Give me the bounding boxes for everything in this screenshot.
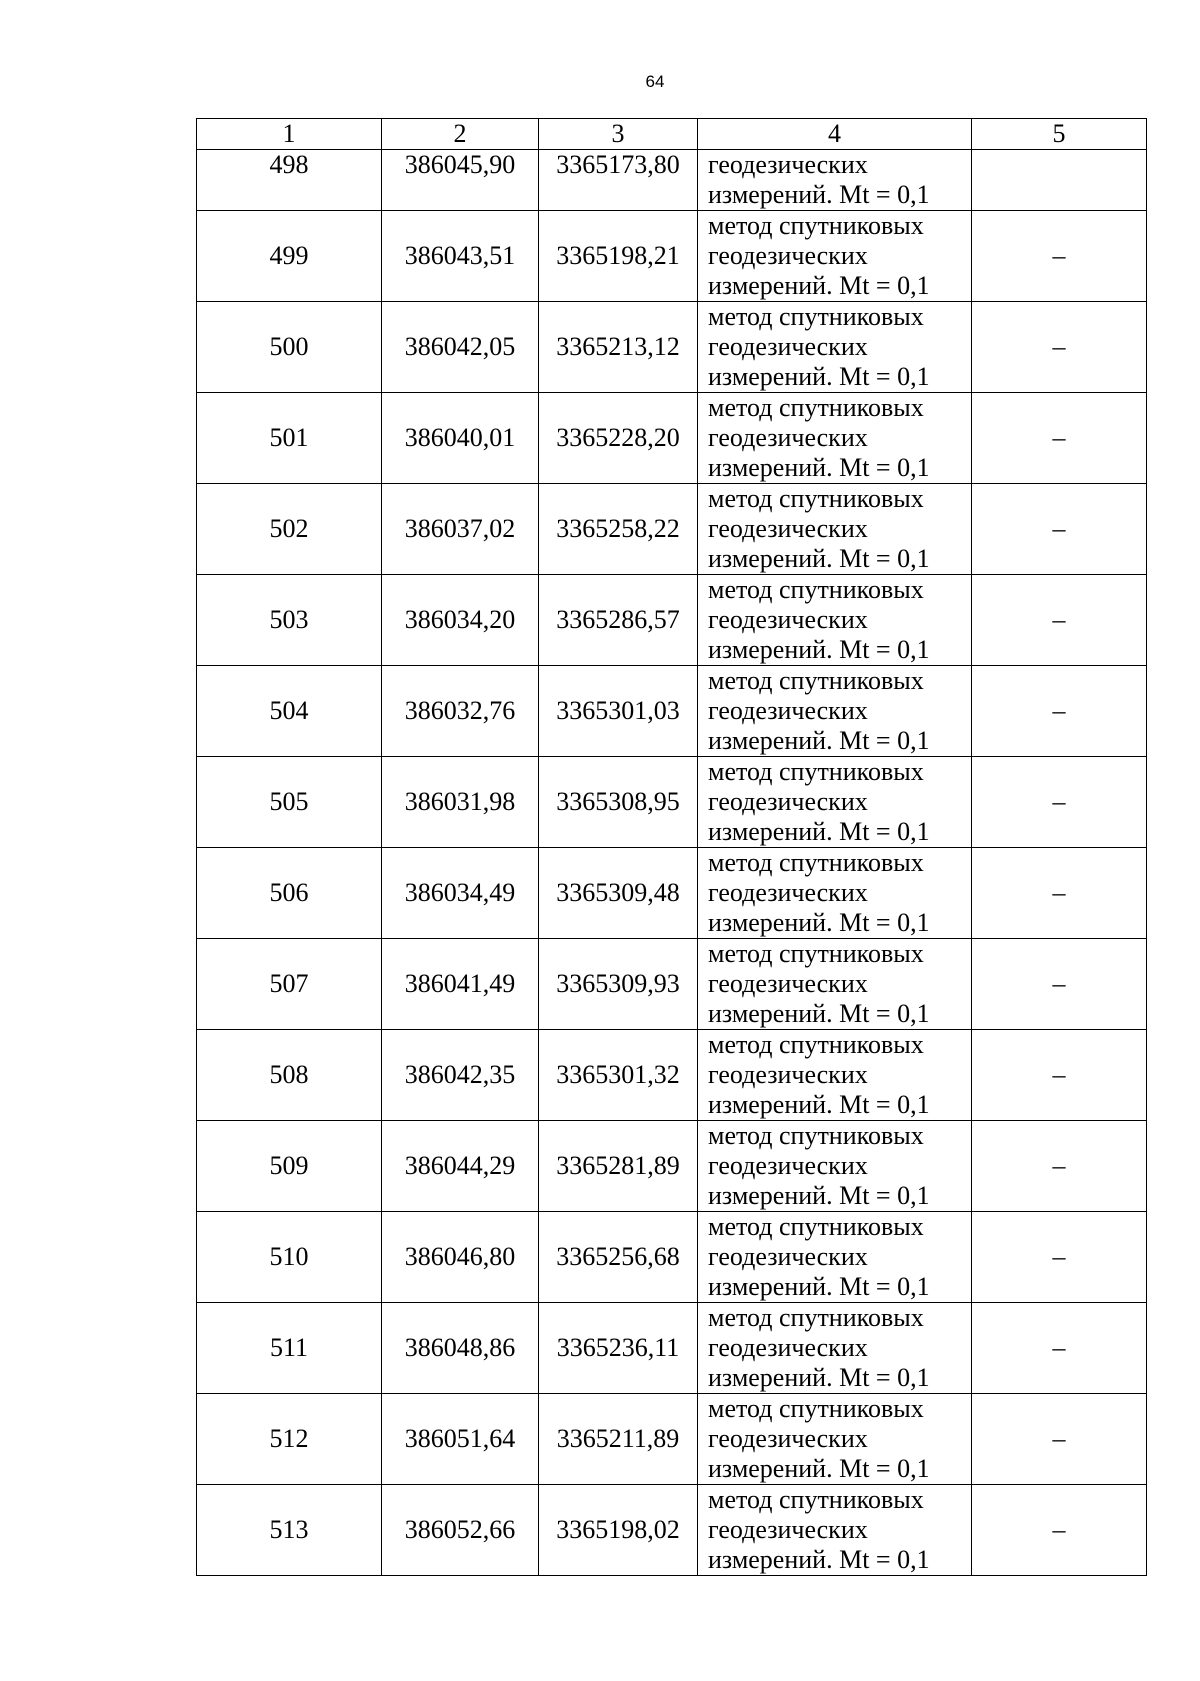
method-line: геодезических — [708, 878, 868, 907]
y-coordinate-cell: 3365286,57 — [539, 575, 698, 666]
y-coordinate-cell: 3365211,89 — [539, 1394, 698, 1485]
method-cell — [698, 1485, 972, 1576]
x-coordinate-cell: 386048,86 — [382, 1303, 539, 1394]
method-cell — [698, 757, 972, 848]
method-cell — [698, 575, 972, 666]
table-row — [197, 1121, 1147, 1212]
method-line: измерений. Mt = 0,1 — [708, 271, 930, 300]
method-line: измерений. Mt = 0,1 — [708, 1090, 930, 1119]
method-line: метод спутниковых — [708, 1485, 924, 1514]
note-cell: – — [972, 848, 1147, 939]
method-cell — [698, 1121, 972, 1212]
column-header-4: 4 — [698, 119, 972, 150]
method-line: измерений. Mt = 0,1 — [708, 817, 930, 846]
note-cell — [972, 150, 1147, 211]
note-cell: – — [972, 666, 1147, 757]
point-number-cell: 500 — [197, 302, 382, 393]
table-row — [197, 1303, 1147, 1394]
method-line: геодезических — [708, 1424, 868, 1453]
x-coordinate-cell: 386051,64 — [382, 1394, 539, 1485]
point-number-cell: 498 — [197, 150, 382, 211]
note-cell: – — [972, 484, 1147, 575]
method-line: геодезических — [708, 969, 868, 998]
method-line: измерений. Mt = 0,1 — [708, 362, 930, 391]
method-line: геодезических — [708, 1333, 868, 1362]
note-cell: – — [972, 1212, 1147, 1303]
method-line: геодезических — [708, 514, 868, 543]
method-line: измерений. Mt = 0,1 — [708, 180, 930, 209]
method-line: измерений. Mt = 0,1 — [708, 908, 930, 937]
point-number-cell: 503 — [197, 575, 382, 666]
method-line: геодезических — [708, 1242, 868, 1271]
method-line: измерений. Mt = 0,1 — [708, 999, 930, 1028]
point-number-cell: 512 — [197, 1394, 382, 1485]
x-coordinate-cell: 386031,98 — [382, 757, 539, 848]
x-coordinate-cell: 386044,29 — [382, 1121, 539, 1212]
method-line: измерений. Mt = 0,1 — [708, 1363, 930, 1392]
y-coordinate-cell: 3365301,03 — [539, 666, 698, 757]
table-row — [197, 484, 1147, 575]
y-coordinate-cell: 3365228,20 — [539, 393, 698, 484]
method-line: измерений. Mt = 0,1 — [708, 1545, 930, 1574]
method-line: метод спутниковых — [708, 211, 924, 240]
note-cell: – — [972, 211, 1147, 302]
method-cell — [698, 666, 972, 757]
y-coordinate-cell: 3365236,11 — [539, 1303, 698, 1394]
note-cell: – — [972, 1394, 1147, 1485]
method-line: геодезических — [708, 423, 868, 452]
table-row — [197, 848, 1147, 939]
point-number-cell: 502 — [197, 484, 382, 575]
x-coordinate-cell: 386032,76 — [382, 666, 539, 757]
y-coordinate-cell: 3365301,32 — [539, 1030, 698, 1121]
method-cell — [698, 1394, 972, 1485]
method-line: геодезических — [708, 332, 868, 361]
point-number-cell: 510 — [197, 1212, 382, 1303]
table-row — [197, 1394, 1147, 1485]
x-coordinate-cell: 386046,80 — [382, 1212, 539, 1303]
method-line: геодезических — [708, 241, 868, 270]
note-cell: – — [972, 575, 1147, 666]
method-line: измерений. Mt = 0,1 — [708, 726, 930, 755]
method-line: метод спутниковых — [708, 848, 924, 877]
point-number-cell: 513 — [197, 1485, 382, 1576]
note-cell: – — [972, 1030, 1147, 1121]
note-cell: – — [972, 1485, 1147, 1576]
table-row — [197, 302, 1147, 393]
point-number-cell: 501 — [197, 393, 382, 484]
method-line: метод спутниковых — [708, 757, 924, 786]
method-line: метод спутниковых — [708, 1303, 924, 1332]
method-line: геодезических — [708, 150, 868, 179]
method-line: метод спутниковых — [708, 1121, 924, 1150]
point-number-cell: 504 — [197, 666, 382, 757]
table-row — [197, 666, 1147, 757]
method-cell — [698, 848, 972, 939]
y-coordinate-cell: 3365308,95 — [539, 757, 698, 848]
note-cell: – — [972, 939, 1147, 1030]
note-cell: – — [972, 302, 1147, 393]
table-row — [197, 1485, 1147, 1576]
x-coordinate-cell: 386041,49 — [382, 939, 539, 1030]
x-coordinate-cell: 386037,02 — [382, 484, 539, 575]
method-cell — [698, 1303, 972, 1394]
point-number-cell: 499 — [197, 211, 382, 302]
y-coordinate-cell: 3365281,89 — [539, 1121, 698, 1212]
point-number-cell: 508 — [197, 1030, 382, 1121]
method-line: метод спутниковых — [708, 666, 924, 695]
x-coordinate-cell: 386043,51 — [382, 211, 539, 302]
method-line: метод спутниковых — [708, 939, 924, 968]
table-row — [197, 393, 1147, 484]
method-cell — [698, 302, 972, 393]
table-row — [197, 939, 1147, 1030]
method-line: геодезических — [708, 1151, 868, 1180]
x-coordinate-cell: 386052,66 — [382, 1485, 539, 1576]
point-number-cell: 507 — [197, 939, 382, 1030]
method-line: метод спутниковых — [708, 1030, 924, 1059]
column-header-5: 5 — [972, 119, 1147, 150]
y-coordinate-cell: 3365213,12 — [539, 302, 698, 393]
method-line: метод спутниковых — [708, 302, 924, 331]
note-cell: – — [972, 1121, 1147, 1212]
method-line: измерений. Mt = 0,1 — [708, 544, 930, 573]
method-line: измерений. Mt = 0,1 — [708, 1454, 930, 1483]
note-cell: – — [972, 757, 1147, 848]
method-line: геодезических — [708, 696, 868, 725]
table-row — [197, 575, 1147, 666]
table-body — [197, 150, 1147, 1576]
method-line: метод спутниковых — [708, 1212, 924, 1241]
y-coordinate-cell: 3365258,22 — [539, 484, 698, 575]
y-coordinate-cell: 3365309,93 — [539, 939, 698, 1030]
table-row — [197, 150, 1147, 211]
method-line: геодезических — [708, 605, 868, 634]
y-coordinate-cell: 3365309,48 — [539, 848, 698, 939]
method-line: метод спутниковых — [708, 393, 924, 422]
x-coordinate-cell: 386045,90 — [382, 150, 539, 211]
method-line: измерений. Mt = 0,1 — [708, 635, 930, 664]
note-cell: – — [972, 393, 1147, 484]
x-coordinate-cell: 386034,20 — [382, 575, 539, 666]
method-line: измерений. Mt = 0,1 — [708, 453, 930, 482]
method-line: метод спутниковых — [708, 484, 924, 513]
table-row — [197, 211, 1147, 302]
table-row — [197, 1212, 1147, 1303]
x-coordinate-cell: 386042,35 — [382, 1030, 539, 1121]
method-cell — [698, 211, 972, 302]
method-cell — [698, 393, 972, 484]
method-cell — [698, 150, 972, 211]
header-row — [197, 119, 1147, 150]
column-header-2: 2 — [382, 119, 539, 150]
y-coordinate-cell: 3365173,80 — [539, 150, 698, 211]
method-line: геодезических — [708, 787, 868, 816]
y-coordinate-cell: 3365198,02 — [539, 1485, 698, 1576]
method-line: геодезических — [708, 1515, 868, 1544]
point-number-cell: 505 — [197, 757, 382, 848]
method-line: метод спутниковых — [708, 575, 924, 604]
page-number: 64 — [645, 72, 665, 91]
method-line: метод спутниковых — [708, 1394, 924, 1423]
method-line: геодезических — [708, 1060, 868, 1089]
method-cell — [698, 484, 972, 575]
coordinates-table — [196, 118, 1147, 1576]
column-header-3: 3 — [539, 119, 698, 150]
point-number-cell: 506 — [197, 848, 382, 939]
y-coordinate-cell: 3365256,68 — [539, 1212, 698, 1303]
y-coordinate-cell: 3365198,21 — [539, 211, 698, 302]
point-number-cell: 509 — [197, 1121, 382, 1212]
x-coordinate-cell: 386042,05 — [382, 302, 539, 393]
note-cell: – — [972, 1303, 1147, 1394]
method-cell — [698, 1212, 972, 1303]
method-line: измерений. Mt = 0,1 — [708, 1181, 930, 1210]
method-cell — [698, 939, 972, 1030]
column-header-1: 1 — [197, 119, 382, 150]
x-coordinate-cell: 386040,01 — [382, 393, 539, 484]
table-header — [197, 119, 1147, 150]
method-line: измерений. Mt = 0,1 — [708, 1272, 930, 1301]
point-number-cell: 511 — [197, 1303, 382, 1394]
table-row — [197, 757, 1147, 848]
method-cell — [698, 1030, 972, 1121]
table-row — [197, 1030, 1147, 1121]
x-coordinate-cell: 386034,49 — [382, 848, 539, 939]
